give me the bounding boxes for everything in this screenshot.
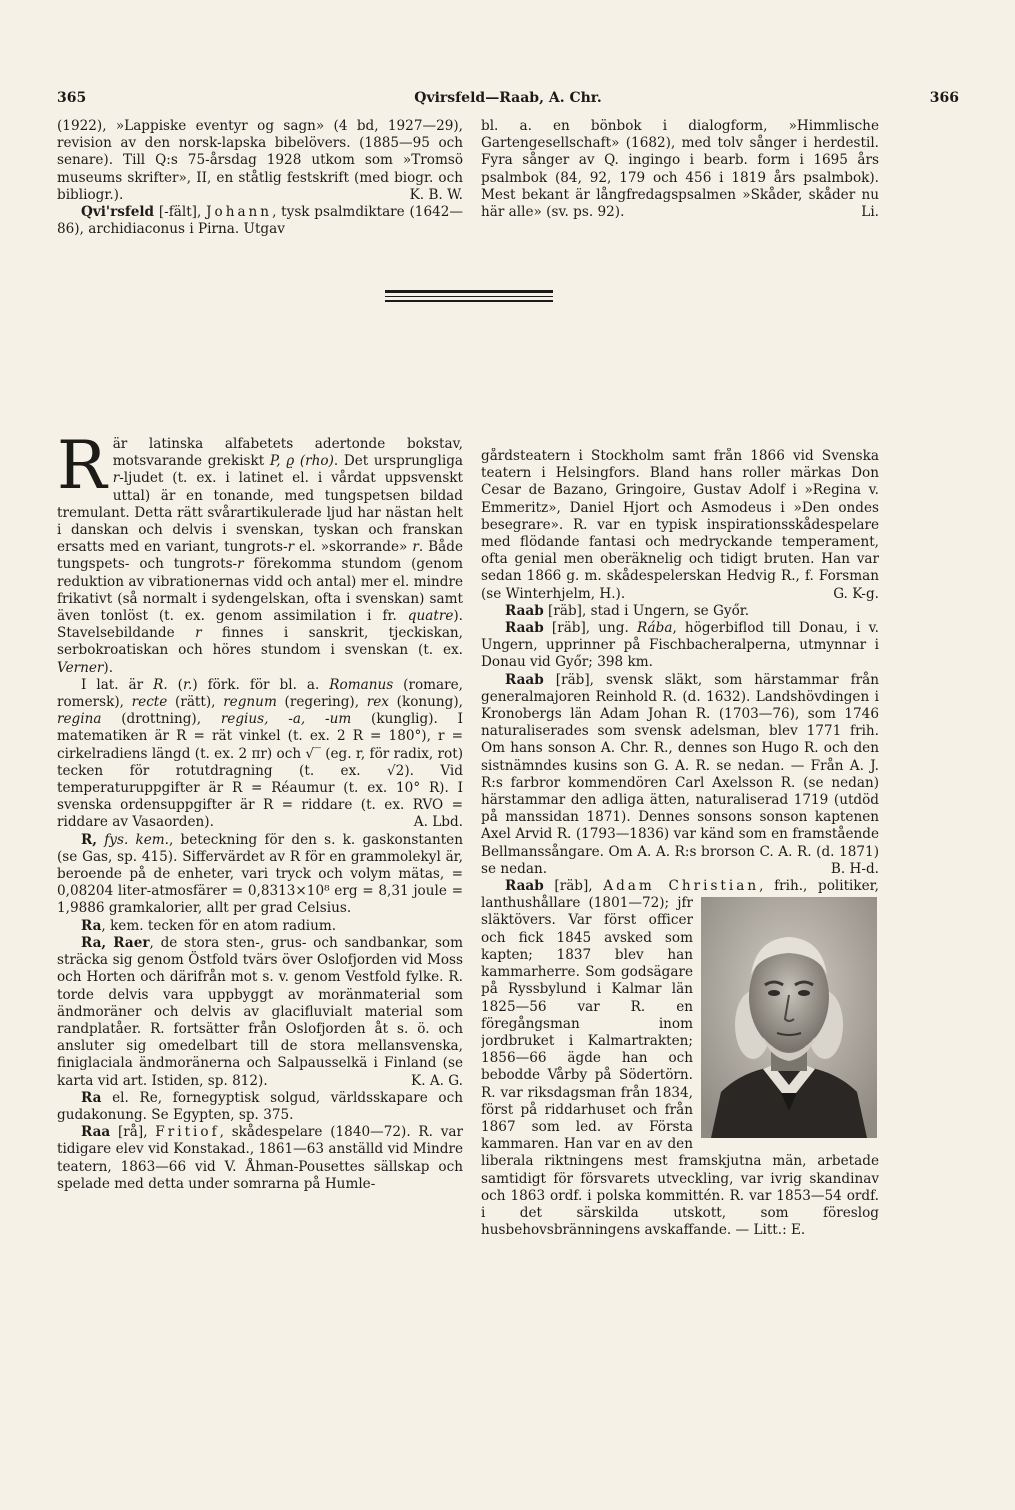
entry-headword: R, (81, 831, 98, 848)
person-name: Johann (206, 204, 273, 221)
entry-raab-flod: Raab [räb], ung. Rába, högerbiflod till Donau, i v. Ungern, upprinner på Fischbacheralperna, utmynnar i Donau vid Győr; 398 km. (481, 620, 879, 671)
entry-r-abbreviations: I lat. är R. (r.) förk. för bl. a. Romanus (romare, romersk), recte (rätt), regnum (regering), rex (konung), regina (drottning), regius, -a, -um (kunglig). I matematiken är R = rät vinkel (t. ex. 2 R = 180°), r = cirkelradiens längd (t. ex. 2 πr) och √‾ (eg. r, för radix, rot) tecken för rotutdragning (t. ex. √2). Vid temperaturuppgifter är R = Réaumur (t. ex. 10° R). I svenska ordensuppgifter är R = riddare (t. ex. RVO = riddare av Vasaorden). A. Lbd. (57, 676, 463, 831)
signature: K. B. W. (409, 186, 463, 203)
drop-cap: R (57, 436, 107, 504)
person-name: Adam Christian (603, 878, 760, 895)
entry-headword: Raab (505, 671, 544, 688)
entry-ra-solgud: Ra el. Re, fornegyptisk solgud, världsskapare och gudakonung. Se Egypten, sp. 375. (57, 1089, 463, 1123)
entry-headword: Raab (505, 602, 544, 619)
entry-continuation: bl. a. en bönbok i dialogform, »Himmlische Gartengesellschaft» (1682), med tolv sånger i herdestil. Fyra sånger av Q. ingingo i bearb. form i 1695 års psalmbok (84, 92, 179 och 456 i 1819 års psalmbok). Mest bekant är långfredagspsalmen »Skåder, skåder nu här alle» (sv. ps. 92). Li. (481, 118, 879, 221)
entry-raab-stad: Raab [räb], stad i Ungern, se Győr. (505, 602, 750, 619)
entry-r-fys-kem: R, fys. kem., beteckning för den s. k. gaskonstanten (se Gas, sp. 415). Siffervärdet av R för en grammolekyl är, beroende på de enheter, vari tryck och volym mätas, = 0,08204 liter-atmosfärer = 0,8313×10⁸ erg = 8,31 joule = 1,9886 gramkalorier, allt per grad Celsius. (57, 831, 463, 917)
entry-headword: Raab (505, 620, 544, 637)
entry-headword: Raa (81, 1124, 111, 1141)
entry-ra-radium: Ra, kem. tecken för en atom radium. (81, 917, 337, 934)
section-rule (385, 296, 553, 297)
bottom-left-column (57, 436, 463, 1486)
entry-headword: Ra (81, 1089, 102, 1106)
entry-raa-fritiof: Raa [rå], Fritiof, skådespelare (1840—72). R. var tidigare elev vid Konstakad., 1861—63 anställd vid Mindre teatern, 1863—66 vid V. Åhman-Pousettes sällskap och spelade med detta under somrarna på Humle- (57, 1124, 463, 1192)
entry-headword: Ra (81, 917, 102, 934)
bottom-right-column (481, 448, 879, 1488)
entry-headword: Raab (505, 878, 544, 895)
running-header (57, 90, 959, 114)
section-rule (385, 300, 553, 302)
entry-headword: Ra, Raer (81, 934, 150, 951)
signature: B. H-d. (830, 860, 879, 877)
signature: G. K-g. (833, 585, 879, 602)
entry-qvirsfeld: Qvi'rsfeld [-fält], Johann, tysk psalmdiktare (1642—86), archidiaconus i Pirna. Utgav (57, 204, 463, 238)
top-left-column (57, 118, 463, 268)
entry-continuation: gårdsteatern i Stockholm samt från 1866 vid Svenska teatern i Helsingfors. Bland hans roller märkas Don Cesar de Bazano, Gringoire, Gustav Adolf i »Regina v. Emmeritz», Daniel Hjort och Asmodeus i »Den ondes besegrare». R. var en typisk inspirationsskådespelare med flödande fantasi och medryckande temperament, ofta genial men oberäknelig och tidigt bruten. Han var sedan 1866 g. m. skådespelerskan Hedvig R., f. Forsman (se Winterhjelm, H.). G. K-g. (481, 448, 879, 602)
page-number-right: 366 (929, 90, 959, 106)
portrait-photo (701, 897, 877, 1138)
section-rule (385, 290, 553, 293)
entry-raab-adam-christian: Raab [räb], Adam Christian , frih., politiker, lanthushållare (1801—72); jfr släktövers. Var först officer och fick 1845 avsked som kapten; 1837 blev han kammarherre. Som godsägare på Ryssbylund i Kalmar län 1825—56 var R. en föregångsman inom jordbruket i Kalmartrakten; 1856—66 ägde han och bebodde Vårby på Södertörn. R. var riksdagsman från 1834, först på riddarhuset och från 1867 som led. av Första kammaren. Han var en av den liberala riktningens mest framskjutna män, arbetade samtidigt för försvarets utveckling, var ivrig skandinav och 1863 ordf. i polska kommittén. R. var 1853—54 ordf. i det särskilda utskott, som föreslog husbehovsbränningens avskaffande. — Litt.: E. (481, 878, 879, 1239)
signature: Li. (861, 204, 879, 221)
entry-raab-slakt: Raab [räb], svensk släkt, som härstammar från generalmajoren Reinhold R. (d. 1632). Landshövdingen i Kronobergs län Adam Johan R. (1703—76), som 1746 naturaliserades som svensk adelsman, blev 1771 frih. Om hans sonson A. Chr. R., dennes son Hugo R. och den sistnämndes kusins son G. A. R. se nedan. — Från A. J. R:s farbror kommendören Carl Axelsson R. (se nedan) härstammar den adliga ätten, naturaliserad 1719 (utdöd på manssidan 1871). Dennes sonsons sonson kaptenen Axel Arvid R. (1793—1836) var känd som en framstående Bellmanssångare. Om A. A. R:s brorson C. A. R. (d. 1871) se nedan. B. H-d. (481, 671, 879, 877)
running-title: Qvirsfeld—Raab, A. Chr. (414, 90, 602, 106)
page-number-left: 365 (57, 90, 87, 106)
entry-ra-raer: Ra, Raer, de stora sten-, grus- och sandbankar, som sträcka sig genom Östfold tvärs över Oslofjorden vid Moss och Horten och därifrån mot s. v. genom Vestfold fylke. R. torde delvis vara uppbyggt av moränmaterial som ändmoräner och delvis av glacifluvialt material som randplatåer. R. fortsätter från Oslofjorden åt s. ö. och ansluter sig omedelbart till de stora mellansvenska, finiglaciala ändmoränerna och Salpausselkä i Finland (se karta vid art. Istiden, sp. 812). K. A. G. (57, 934, 463, 1089)
signature: K. A. G. (411, 1072, 463, 1089)
signature: A. Lbd. (413, 814, 463, 831)
entry-r: Rär latinska alfabetets adertonde bokstav, motsvarande grekiskt P, ϱ (rho). Det ursprungliga r-ljudet (t. ex. i latinet el. i vårdat uppsvenskt uttal) är en tonande, med tungspetsen bildad tremulant. Detta rätt svårartikulerade ljud har nästan helt i danskan och delvis i svenskan, tyskan och franskan ersatts med en variant, tungrots-r el. »skorrande» r. Både tungspets- och tungrots-r förekomma stundom (genom reduktion av vibrationernas vidd och antal) mer el. mindre frikativt (så normalt i sydengelskan, ofta i svenskan) samt även tonlöst (t. ex. genom assimilation i fr. quatre). Stavelsebildande r finnes i sanskrit, tjeckiskan, serbokroatiskan och höres stundom i svenskan (t. ex. Verner). (57, 436, 463, 676)
portrait-image (701, 897, 877, 1138)
person-name: Fritiof (155, 1124, 220, 1141)
entry-continuation: (1922), »Lappiske eventyr og sagn» (4 bd, 1927—29), revision av den norsk-lapska bibelövers. (1885—95 och senare). Till Q:s 75-årsdag 1928 utkom som »Tromsö museums skrifter», II, en ståtlig festskrift (med biogr. och bibliogr.). K. B. W. (57, 118, 463, 203)
top-right-column (481, 118, 879, 250)
entry-headword: Qvi'rsfeld (81, 204, 155, 221)
